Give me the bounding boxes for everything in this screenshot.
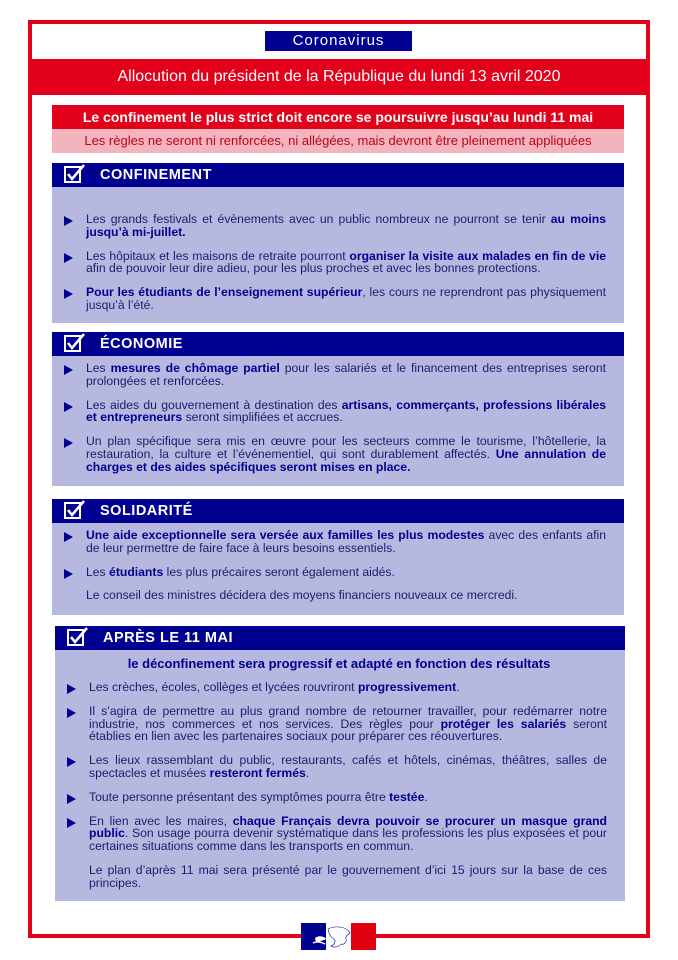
section-header xyxy=(52,163,624,187)
bullet-arrow-icon xyxy=(64,402,73,412)
list-item: Les mesures de chômage partiel pour les salariés et le financement des entreprises seront prolongées et renforcées. xyxy=(68,362,606,388)
checkbox-icon xyxy=(64,500,86,520)
section-body xyxy=(52,187,624,323)
bullet-arrow-icon xyxy=(67,708,76,718)
section-apres-11-mai xyxy=(55,626,625,901)
section-note: Le conseil des ministres décidera des moyens financiers nouveaux ce mercredi. xyxy=(86,588,518,603)
list-item: Il s’agira de permettre au plus grand nombre de retourner travailler, pour redémarrer notre industrie, nos commerces et nos services. Des règles pour protéger les salariés seront établies en lien avec les partenaires sociaux pour préparer ces réouvertures. xyxy=(71,705,607,743)
section-confinement xyxy=(52,163,624,323)
bullet-arrow-icon xyxy=(64,216,73,226)
section-body xyxy=(52,523,624,615)
checkbox-icon xyxy=(64,333,86,353)
checkbox-icon xyxy=(67,627,89,647)
bullet-arrow-icon xyxy=(67,794,76,804)
marianne-logo-icon xyxy=(301,923,376,950)
list-item: Pour les étudiants de l’enseignement supérieur, les cours ne reprendront pas physiquement jusqu’à l’été. xyxy=(68,286,606,312)
list-item: Une aide exceptionnelle sera versée aux familles les plus modestes avec des enfants afin de leur permettre de faire face à leurs besoins essentiels. xyxy=(68,529,606,555)
section-header xyxy=(55,626,625,650)
section-header xyxy=(52,499,624,523)
bullet-arrow-icon xyxy=(67,684,76,694)
bullet-arrow-icon xyxy=(64,438,73,448)
list-item: Les aides du gouvernement à destination des artisans, commerçants, professions libérales et entrepreneurs seront simplifiées et accrues. xyxy=(68,399,606,425)
bullet-arrow-icon xyxy=(64,569,73,579)
bullet-arrow-icon xyxy=(64,532,73,542)
section-solidarite xyxy=(52,499,624,615)
list-item: Toute personne présentant des symptômes pourra être testée. xyxy=(71,791,607,804)
list-item: Les hôpitaux et les maisons de retraite pourront organiser la visite aux malades en fin de vie afin de pouvoir leur dire adieu, pour les plus proches et avec les bonnes protections. xyxy=(68,250,606,276)
list-item: En lien avec les maires, chaque Français devra pouvoir se procurer un masque grand public. Son usage pourra devenir systématique dans les professions les plus exposées et pour certaines situations comme dans les transports en commun. xyxy=(71,815,607,853)
topic-tag: Coronavirus xyxy=(265,31,412,51)
section-economie xyxy=(52,332,624,486)
page-title: Allocution du président de la République du lundi 13 avril 2020 xyxy=(32,59,646,95)
section-title: APRÈS LE 11 MAI xyxy=(103,630,233,646)
section-title: ÉCONOMIE xyxy=(100,336,183,352)
list-item: Les grands festivals et évènements avec un public nombreux ne pourront se tenir au moins jusqu’à mi-juillet. xyxy=(68,213,606,239)
bullet-arrow-icon xyxy=(67,757,76,767)
section-body xyxy=(52,356,624,486)
list-item: Les lieux rassemblant du public, restaurants, cafés et hôtels, cinémas, théâtres, salles de spectacles et musées resteront fermés. xyxy=(71,754,607,780)
bullet-arrow-icon xyxy=(67,818,76,828)
section-intro: le déconfinement sera progressif et adapté en fonction des résultats xyxy=(127,656,551,671)
section-title: CONFINEMENT xyxy=(100,167,212,183)
sub-message: Les règles ne seront ni renforcées, ni allégées, mais devront être pleinement appliquées xyxy=(52,129,624,153)
section-title: SOLIDARITÉ xyxy=(100,503,193,519)
section-header xyxy=(52,332,624,356)
bullet-arrow-icon xyxy=(64,253,73,263)
main-message: Le confinement le plus strict doit encore se poursuivre jusqu’au lundi 11 mai xyxy=(52,105,624,129)
list-item: Les crèches, écoles, collèges et lycées rouvriront progressivement. xyxy=(71,681,607,694)
bullet-arrow-icon xyxy=(64,365,73,375)
section-note: Le plan d’après 11 mai sera présenté par le gouvernement d’ici 15 jours sur la base de ces principes. xyxy=(89,862,607,890)
checkbox-icon xyxy=(64,164,86,184)
section-body xyxy=(55,650,625,901)
list-item: Un plan spécifique sera mis en œuvre pour les secteurs comme le tourisme, l’hôtellerie, la restauration, la culture et l’événementiel, qui sont durablement affectés. Une annulation de charges et des aides spécifiques seront mises en place. xyxy=(68,435,606,473)
list-item: Les étudiants les plus précaires seront également aidés. xyxy=(68,566,606,579)
bullet-arrow-icon xyxy=(64,289,73,299)
